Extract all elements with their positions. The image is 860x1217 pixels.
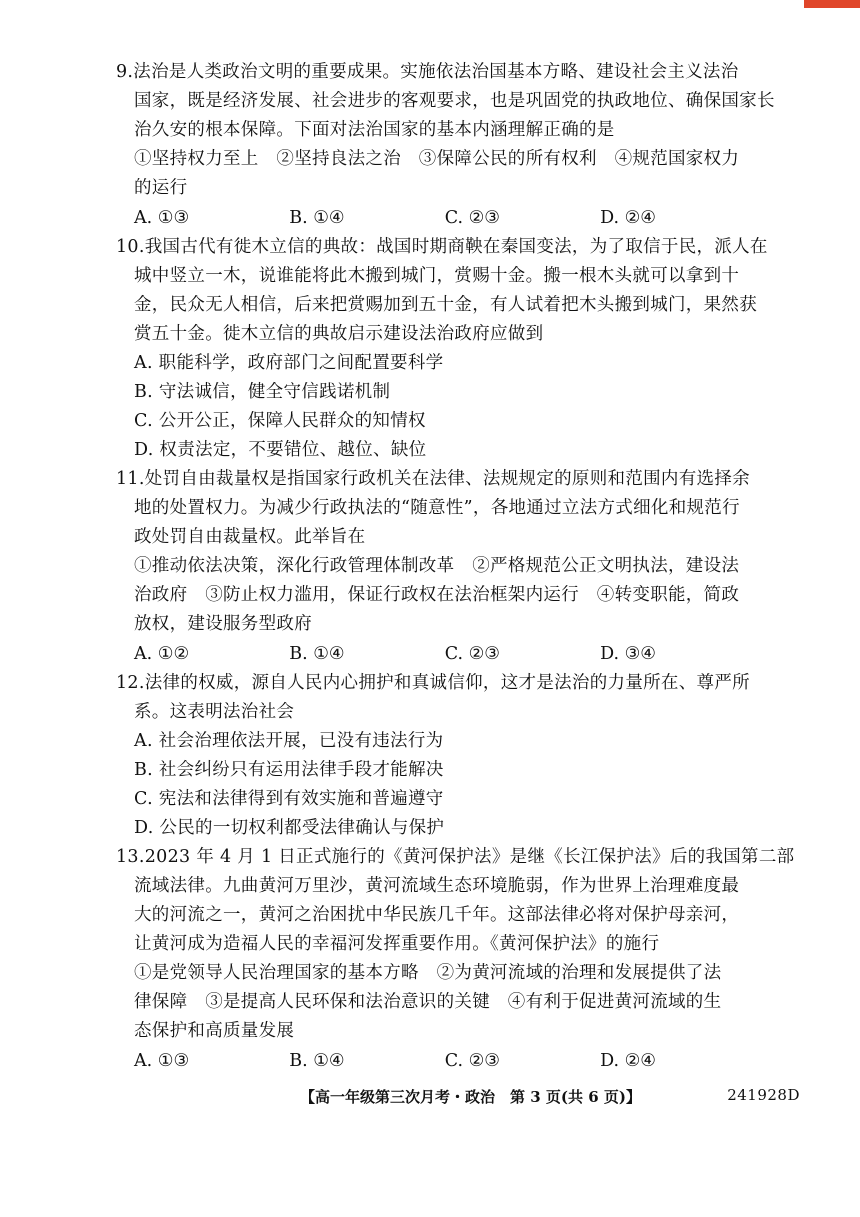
choice-c[interactable]: C. ②③	[444, 1051, 500, 1071]
option-c[interactable]: C. 宪法和法律得到有效实施和普遍遵守	[134, 789, 444, 809]
choice-c[interactable]: C. ②③	[444, 644, 500, 664]
stem-line: 城中竖立一木，说谁能将此木搬到城门，赏赐十金。搬一根木头就可以拿到十	[134, 266, 740, 286]
stem-line: 系。这表明法治社会	[134, 702, 295, 722]
choice-a[interactable]: A. ①③	[134, 1051, 190, 1071]
choice-a[interactable]: A. ①②	[134, 644, 190, 664]
question-stem	[116, 465, 756, 552]
question-12	[116, 669, 756, 843]
option-b[interactable]: B. 守法诚信，健全守信践诺机制	[134, 382, 391, 402]
choice-d[interactable]: D. ②④	[600, 1051, 656, 1071]
stem-line: 地的处置权力。为减少行政执法的“随意性”，各地通过立法方式细化和规范行	[134, 498, 740, 518]
stem-line: 国家，既是经济发展、社会进步的客观要求，也是巩固党的执政地位、确保国家长	[134, 91, 775, 111]
statement-line: ①坚持权力至上 ②坚持良法之治 ③保障公民的所有权利 ④规范国家权力	[134, 149, 740, 169]
exam-page	[116, 58, 795, 1076]
stem-line: 治久安的根本保障。下面对法治国家的基本内涵理解正确的是	[134, 120, 615, 140]
option-c[interactable]: C. 公开公正，保障人民群众的知情权	[134, 411, 426, 431]
stem-line: 9.法治是人类政治文明的重要成果。实施依法治国基本方略、建设社会主义法治	[116, 62, 739, 82]
stem-line: 流域法律。九曲黄河万里沙，黄河流域生态环境脆弱，作为世界上治理难度最	[134, 876, 740, 896]
choice-a[interactable]: A. ①③	[134, 208, 190, 228]
stem-line: 10.我国古代有徙木立信的典故：战国时期商鞅在秦国变法，为了取信于民，派人在	[116, 237, 768, 257]
option-a[interactable]: A. 社会治理依法开展，已没有违法行为	[134, 731, 444, 751]
answer-choices	[116, 203, 756, 233]
statement-line: 律保障 ③是提高人民环保和法治意识的关键 ④有利于促进黄河流域的生	[134, 992, 722, 1012]
stem-line: 11.处罚自由裁量权是指国家行政机关在法律、法规规定的原则和范围内有选择余	[116, 469, 750, 489]
stem-line: 让黄河成为造福人民的幸福河发挥重要作用。《黄河保护法》的施行	[134, 934, 660, 954]
choice-b[interactable]: B. ①④	[289, 644, 345, 664]
option-d[interactable]: D. 权责法定，不要错位、越位、缺位	[134, 440, 427, 460]
choice-b[interactable]: B. ①④	[289, 208, 345, 228]
statement-line: 治政府 ③防止权力滥用，保证行政权在法治框架内运行 ④转变职能，简政	[134, 585, 740, 605]
option-d[interactable]: D. 公民的一切权利都受法律确认与保护	[134, 818, 445, 838]
scan-edge-mark	[804, 0, 860, 8]
footer-title: 【高一年级第三次月考・政治 第 3 页(共 6 页)】	[300, 1088, 641, 1106]
question-9	[116, 58, 775, 233]
question-stem	[116, 233, 768, 349]
page-footer	[300, 1086, 800, 1107]
stem-line: 赏五十金。徙木立信的典故启示建设法治政府应做到	[134, 324, 544, 344]
stem-line: 金，民众无人相信，后来把赏赐加到五十金，有人试着把木头搬到城门，果然获	[134, 295, 757, 315]
stem-line: 政处罚自由裁量权。此举旨在	[134, 527, 366, 547]
answer-choices	[116, 1046, 756, 1076]
question-11	[116, 465, 756, 669]
choice-c[interactable]: C. ②③	[444, 208, 500, 228]
statement-line: ①推动依法决策，深化行政管理体制改革 ②严格规范公正文明执法，建设法	[134, 556, 740, 576]
statement-line: 的运行	[134, 178, 188, 198]
stem-line: 大的河流之一，黄河之治困扰中华民族几千年。这部法律必将对保护母亲河，	[134, 905, 740, 925]
question-10	[116, 233, 768, 465]
statement-line: 态保护和高质量发展	[134, 1021, 295, 1041]
question-13	[116, 843, 795, 1076]
option-a[interactable]: A. 职能科学，政府部门之间配置要科学	[134, 353, 444, 373]
stem-line: 13.2023 年 4 月 1 日正式施行的《黄河保护法》是继《长江保护法》后的我国第二部	[116, 847, 795, 867]
option-b[interactable]: B. 社会纠纷只有运用法律手段才能解决	[134, 760, 444, 780]
choice-d[interactable]: D. ②④	[600, 208, 656, 228]
stem-line: 12.法律的权威，源自人民内心拥护和真诚信仰，这才是法治的力量所在、尊严所	[116, 673, 750, 693]
footer-code: 241928D	[727, 1086, 800, 1104]
statement-line: 放权，建设服务型政府	[134, 614, 312, 634]
statement-line: ①是党领导人民治理国家的基本方略 ②为黄河流域的治理和发展提供了法	[134, 963, 722, 983]
choice-d[interactable]: D. ③④	[600, 644, 656, 664]
question-stem	[116, 843, 795, 959]
question-stem	[116, 58, 775, 145]
choice-b[interactable]: B. ①④	[289, 1051, 345, 1071]
question-stem	[116, 669, 756, 727]
answer-choices	[116, 639, 756, 669]
